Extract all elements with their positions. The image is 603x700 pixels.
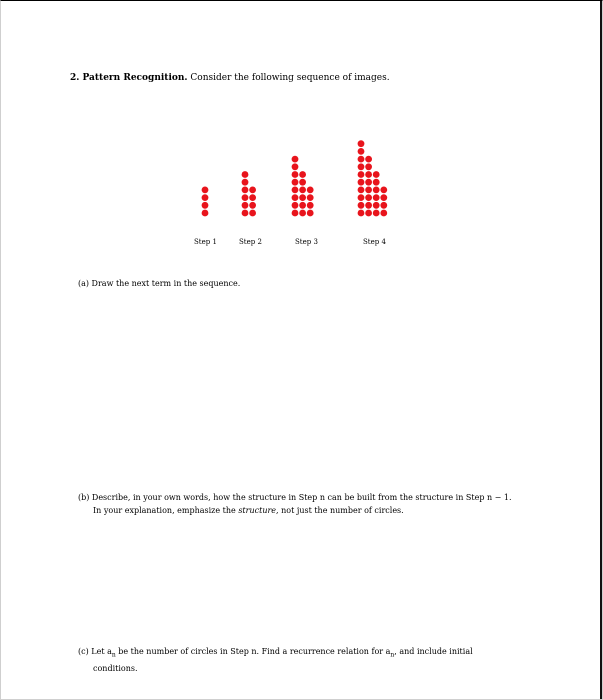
dot [292,202,299,209]
dot [292,156,299,163]
dot [242,194,249,201]
dot [365,202,372,209]
step-1-label: Step 1 [194,238,217,246]
part-b-line2-emphasis: structure [238,506,277,515]
dot [373,194,380,201]
dot [307,187,314,194]
dot-pattern-graphic [0,0,603,260]
dot [202,187,209,194]
dot [358,210,365,217]
step-3-label: Step 3 [295,238,318,246]
dot [242,210,249,217]
dot [373,187,380,194]
part-c-sub2: n [390,651,395,659]
dot [299,194,306,201]
dot [358,202,365,209]
dot [365,179,372,186]
dot [202,210,209,217]
dot [358,163,365,170]
part-b [78,491,538,517]
dot [358,187,365,194]
part-c-line2: conditions. [93,663,138,673]
dot [299,171,306,178]
dot [249,210,256,217]
dot [380,194,387,201]
part-c [78,645,538,675]
dot [292,171,299,178]
dot [202,202,209,209]
dot [242,187,249,194]
dot [249,187,256,194]
dot [242,171,249,178]
dot [307,202,314,209]
dot [307,194,314,201]
dot [299,187,306,194]
part-b-line1: (b) Describe, in your own words, how the structure in Step n can be built from the structure in Step n − 1. [78,493,512,502]
step-4-dots [358,140,388,216]
part-c-sub1: n [111,651,116,659]
problem-intro: Consider the following sequence of images. [190,73,390,83]
dot [380,202,387,209]
step-2-dots [242,171,256,216]
dot [365,171,372,178]
dot [365,163,372,170]
part-a-text: (a) Draw the next term in the sequence. [78,279,241,288]
part-a [78,277,538,290]
dot [249,202,256,209]
dot [358,156,365,163]
dot [373,179,380,186]
dot [373,210,380,217]
dot [307,210,314,217]
dot [249,194,256,201]
dot [242,202,249,209]
dot [373,171,380,178]
dot [202,194,209,201]
dot [380,187,387,194]
dot [365,194,372,201]
dot [358,171,365,178]
step-3-dots [292,156,314,217]
part-c-line1-start: (c) Let a [78,647,112,656]
dot [299,210,306,217]
part-b-line2 [78,504,538,517]
problem-title: 2. Pattern Recognition. [70,73,188,83]
dot [292,187,299,194]
dot [292,210,299,217]
part-c-line1-end: , and include initial [394,647,473,656]
dot [358,148,365,155]
part-b-line2-end: , not just the number of circles. [276,506,404,515]
step-1-dots [202,187,209,217]
dot [380,210,387,217]
pattern-figure [0,0,603,260]
dot [242,179,249,186]
step-4-label: Step 4 [363,238,386,246]
dot [365,187,372,194]
dot [292,179,299,186]
dot [358,140,365,147]
step-2-label: Step 2 [239,238,262,246]
dot [365,156,372,163]
part-c-line1-middle: be the number of circles in Step n. Find a recurrence relation for a [115,647,391,656]
dot [358,179,365,186]
part-c-line1 [78,645,538,662]
dot [365,210,372,217]
dot [299,179,306,186]
dot [299,202,306,209]
dot [373,202,380,209]
dot [292,194,299,201]
dot [292,163,299,170]
part-b-line2-start: In your explanation, emphasize the [93,506,239,515]
dot [358,194,365,201]
